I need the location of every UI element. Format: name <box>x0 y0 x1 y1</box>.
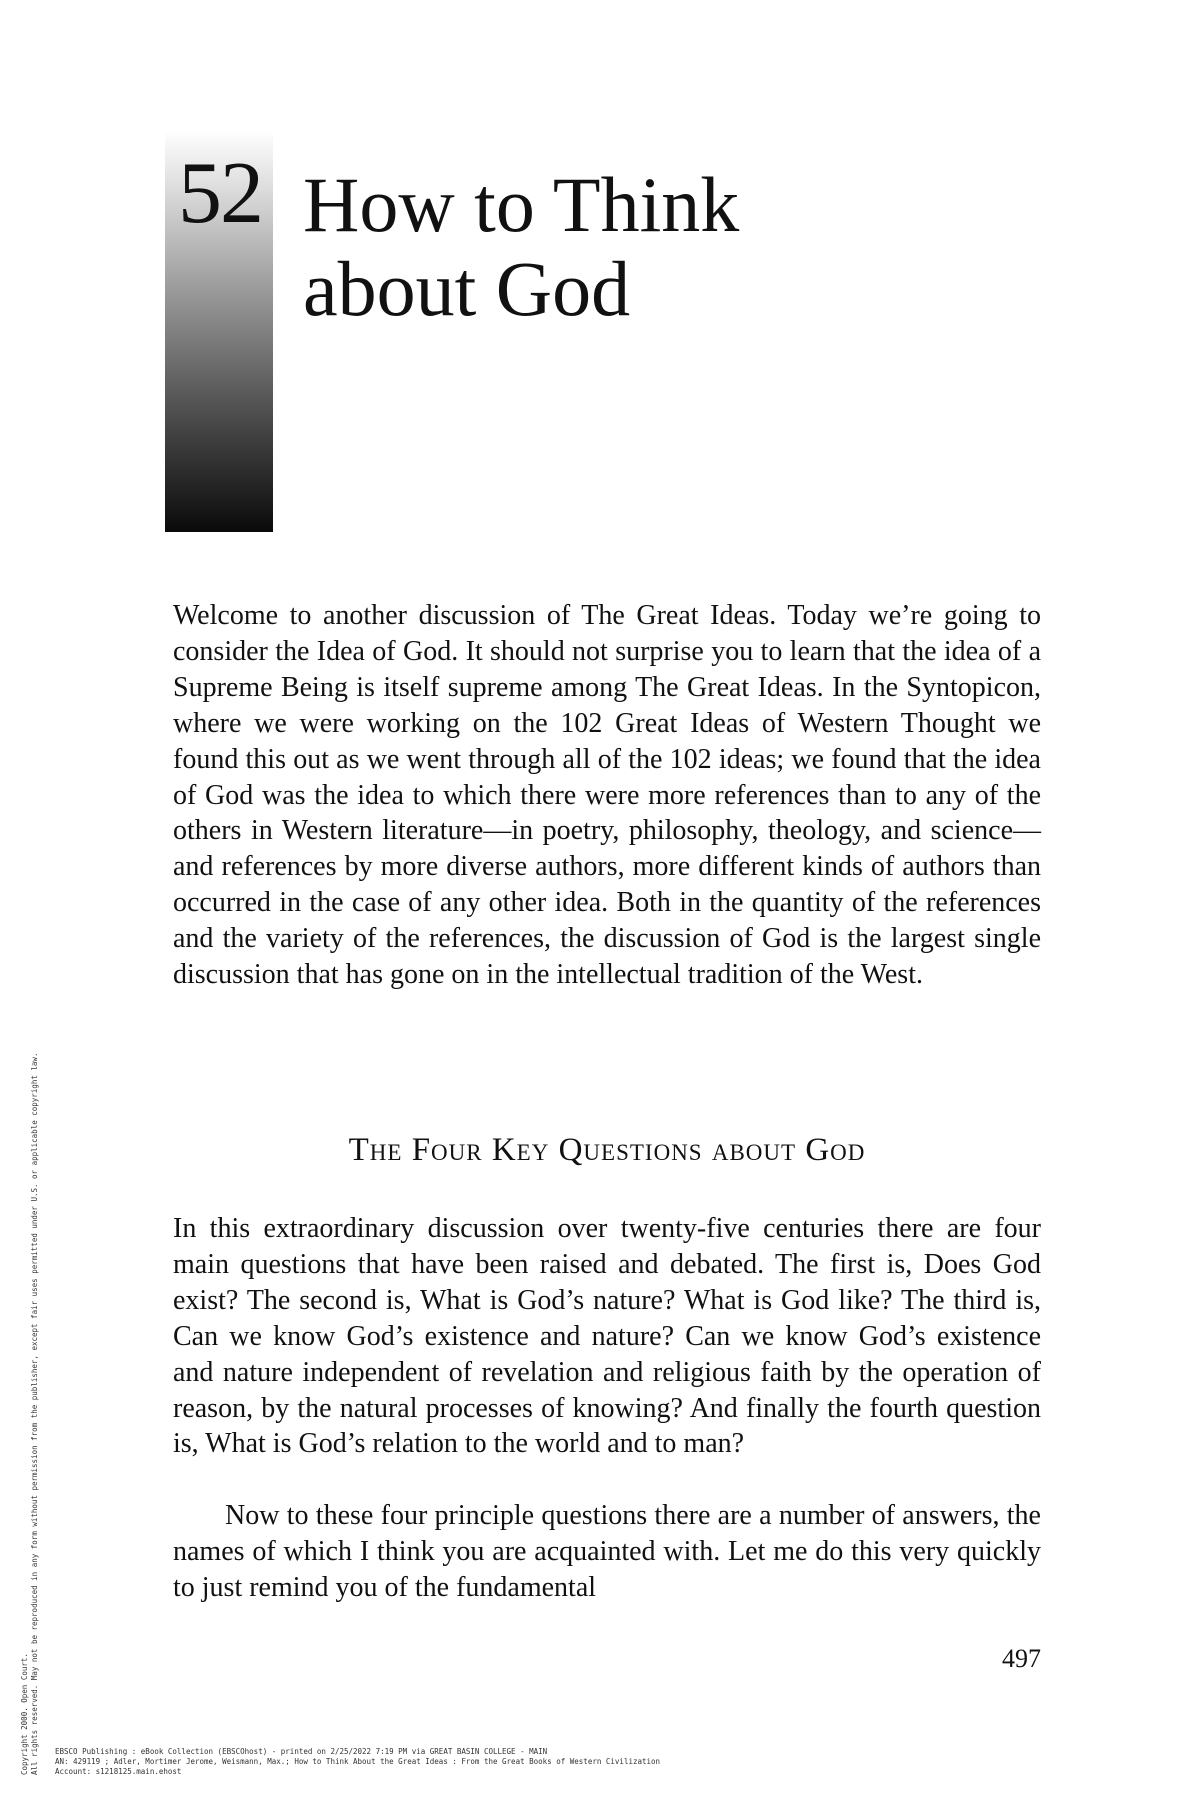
chapter-title-line-1: How to Think <box>303 161 740 248</box>
chapter-title <box>303 163 1023 331</box>
page-number: 497 <box>1002 1644 1041 1673</box>
footer-line-3: Account: s1218125.main.ehost <box>55 1767 182 1776</box>
chapter-number: 52 <box>178 145 262 242</box>
copyright-notice <box>20 575 40 1775</box>
answers-paragraph: Now to these four principle questions there are a number of answers, the names of which I think you are acquainted with. Let me do this very quickly to just remind you of the fundamental <box>173 1500 1041 1603</box>
questions-paragraph: In this extraordinary discussion over twenty-five centuries there are four main questions that have been raised and debated. The first is, Does God exist? The second is, What is God’s nature? What is God like? The third is, Can we know God’s existence and nature? Can we know God’s existence and nature independent of revelation and religious faith by the operation of reason, by the natural processes of knowing? And finally the fourth question is, What is God’s relation to the world and to man? <box>173 1213 1041 1460</box>
print-footer <box>55 1747 1055 1777</box>
section-heading: The Four Key Questions about God <box>348 1132 866 1168</box>
chapter-title-line-2: about God <box>303 245 631 332</box>
footer-line-2: AN: 429119 ; Adler, Mortimer Jerome, Weismann, Max.; How to Think About the Great Ideas : From the Great Books of Western Civilization <box>55 1757 661 1766</box>
copyright-line-1: Copyright 2000. Open Court. <box>20 1653 29 1775</box>
intro-paragraph: Welcome to another discussion of The Great Ideas. Today we’re going to consider the Idea of God. It should not surprise you to learn that the idea of a Supreme Being is itself supreme among The Great Ideas. In the Syntopicon, where we were working on the 102 Great Ideas of Western Thought we found this out as we went through all of the 102 ideas; we found that the idea of God was the idea to which there were more references than to any of the others in Western literature—in poetry, philosophy, theology, and science—and references by more diverse authors, more different kinds of authors than occurred in the case of any other idea. Both in the quantity of the references and the variety of the references, the discussion of God is the largest single discussion that has gone on in the intellectual tradition of the West. <box>173 600 1041 991</box>
copyright-line-2: All rights reserved. May not be reproduced in any form without permission from the publisher, except fair uses permitted under U.S. or applicable copyright law. <box>30 1052 39 1775</box>
footer-line-1: EBSCO Publishing : eBook Collection (EBSCOhost) - printed on 2/25/2022 7:19 PM via GREAT BASIN COLLEGE - MAIN <box>55 1747 548 1756</box>
